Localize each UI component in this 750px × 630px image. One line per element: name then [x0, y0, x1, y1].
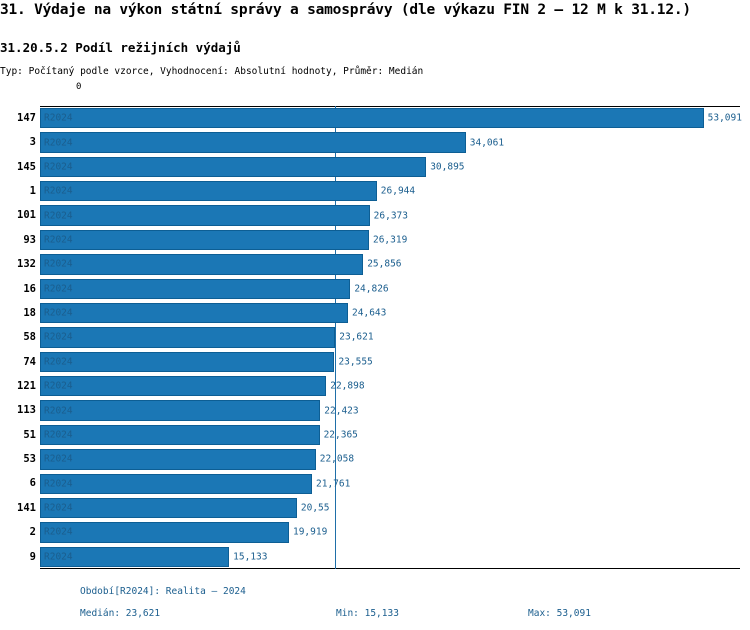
bar-category-label: R2024 — [44, 356, 73, 368]
bar-category-label: R2024 — [44, 526, 73, 538]
chart-subtitle: 31.20.5.2 Podíl režijních výdajů — [0, 40, 241, 55]
bar-row[interactable] — [17, 374, 740, 398]
bar-category-label: R2024 — [44, 137, 73, 149]
bar-track — [40, 472, 740, 496]
bar-track — [40, 228, 740, 252]
bar-value-label: 22,423 — [324, 405, 359, 417]
axis-zero-label: 0 — [76, 82, 82, 92]
bar-value-label: 22,898 — [330, 380, 365, 392]
bar-row[interactable] — [23, 423, 740, 447]
bar[interactable] — [40, 303, 348, 323]
bar[interactable] — [40, 449, 316, 469]
row-rank-label: 93 — [23, 233, 36, 246]
bar-rows — [17, 106, 742, 569]
bar-row[interactable] — [17, 496, 740, 520]
bar-category-label: R2024 — [44, 405, 73, 417]
bar[interactable] — [40, 205, 370, 225]
bar-category-label: R2024 — [44, 210, 73, 222]
row-rank-label: 51 — [23, 428, 36, 441]
bar-value-label: 26,944 — [380, 185, 416, 197]
bar[interactable] — [40, 352, 334, 372]
bar-row[interactable] — [29, 179, 740, 203]
bar-category-label: R2024 — [44, 234, 73, 246]
bar-track — [40, 130, 740, 154]
row-rank-label: 9 — [29, 550, 36, 563]
bar-value-label: 26,373 — [373, 210, 408, 222]
row-rank-label: 132 — [17, 258, 36, 271]
bar-value-label: 34,061 — [469, 137, 505, 149]
bar-track — [40, 398, 740, 422]
bar-value-label: 21,761 — [316, 478, 351, 490]
bar-value-label: 23,621 — [339, 331, 374, 343]
bar-row[interactable] — [23, 325, 740, 349]
bar-value-label: 26,319 — [372, 234, 408, 246]
bar-value-label: 22,365 — [323, 429, 358, 441]
bar[interactable] — [40, 474, 312, 494]
bar-row[interactable] — [17, 398, 740, 422]
row-rank-label: 1 — [29, 185, 36, 198]
row-rank-label: 2 — [29, 526, 36, 539]
bar-track — [40, 155, 740, 179]
page-title: 31. Výdaje na výkon státní správy a samosprávy (dle výkazu FIN 2 – 12 M k 31.12.) — [0, 2, 691, 18]
bar-category-label: R2024 — [44, 453, 73, 465]
row-rank-label: 3 — [29, 136, 36, 149]
bar[interactable] — [40, 400, 320, 420]
stat-median: Medián: 23,621 — [80, 608, 161, 619]
plot-area — [17, 106, 742, 569]
bar-track — [40, 350, 740, 374]
bar-row[interactable] — [17, 155, 740, 179]
chart-type-line: Typ: Počítaný podle vzorce, Vyhodnocení: Absolutní hodnoty, Průměr: Medián — [0, 66, 424, 77]
bar-value-label: 23,555 — [338, 356, 373, 368]
row-rank-label: 18 — [23, 306, 36, 319]
row-rank-label: 141 — [17, 501, 36, 514]
bar-value-label: 22,058 — [319, 453, 355, 465]
bar-row[interactable] — [23, 447, 740, 471]
row-rank-label: 113 — [17, 404, 36, 417]
bar-value-label: 53,091 — [707, 112, 742, 124]
bar-row[interactable] — [23, 301, 740, 325]
bar-category-label: R2024 — [44, 112, 73, 124]
bar[interactable] — [40, 425, 320, 445]
bar-row[interactable] — [23, 350, 740, 374]
bar-category-label: R2024 — [44, 380, 73, 392]
bar[interactable] — [40, 132, 466, 152]
bar-value-label: 15,133 — [233, 551, 268, 563]
bar-row[interactable] — [23, 277, 740, 301]
stat-max: Max: 53,091 — [528, 608, 591, 619]
bar-track — [40, 374, 740, 398]
bar[interactable] — [40, 327, 335, 347]
bar-track — [40, 423, 740, 447]
row-rank-label: 147 — [17, 111, 36, 124]
bar-category-label: R2024 — [44, 502, 73, 514]
bar[interactable] — [40, 376, 326, 396]
bar-category-label: R2024 — [44, 258, 73, 270]
bar-track — [40, 252, 740, 276]
bar-track — [40, 496, 740, 520]
bar-track — [40, 447, 740, 471]
bar-track — [40, 545, 740, 569]
bar-category-label: R2024 — [44, 307, 73, 319]
bar-track — [40, 106, 740, 130]
bar-category-label: R2024 — [44, 185, 73, 197]
bar-row[interactable] — [17, 106, 742, 130]
bar-row[interactable] — [29, 130, 740, 154]
row-rank-label: 121 — [17, 379, 36, 392]
bar[interactable] — [40, 522, 289, 542]
row-rank-label: 145 — [17, 160, 36, 173]
row-rank-label: 6 — [29, 477, 36, 490]
bar-category-label: R2024 — [44, 161, 73, 173]
bar-track — [40, 520, 740, 544]
bar[interactable] — [40, 181, 377, 201]
stat-min: Min: 15,133 — [336, 608, 399, 619]
row-rank-label: 101 — [17, 209, 36, 222]
bar-value-label: 25,856 — [367, 258, 402, 270]
bar-track — [40, 301, 740, 325]
bar-category-label: R2024 — [44, 429, 73, 441]
bar-track — [40, 203, 740, 227]
bar-value-label: 24,826 — [354, 283, 389, 295]
row-rank-label: 53 — [23, 453, 36, 466]
bar-track — [40, 179, 740, 203]
bar-track — [40, 277, 740, 301]
bar-category-label: R2024 — [44, 283, 73, 295]
bar[interactable] — [40, 254, 363, 274]
bar-category-label: R2024 — [44, 551, 73, 563]
legend-period: Období[R2024]: Realita – 2024 — [80, 586, 246, 597]
bar-row[interactable] — [23, 228, 740, 252]
row-rank-label: 58 — [23, 331, 36, 344]
bar-value-label: 20,55 — [300, 502, 330, 514]
bar[interactable] — [40, 279, 350, 299]
bar-value-label: 30,895 — [430, 161, 465, 173]
row-rank-label: 74 — [23, 355, 36, 368]
bar-value-label: 19,919 — [292, 526, 328, 538]
bar-value-label: 24,643 — [352, 307, 387, 319]
row-rank-label: 16 — [23, 282, 36, 295]
bar-row[interactable] — [17, 203, 740, 227]
bar-category-label: R2024 — [44, 478, 73, 490]
bar-row[interactable] — [17, 252, 740, 276]
bar[interactable] — [40, 108, 704, 128]
bar-row[interactable] — [29, 472, 740, 496]
bar[interactable] — [40, 157, 426, 177]
bar-row[interactable] — [29, 545, 740, 569]
bar-category-label: R2024 — [44, 331, 73, 343]
bar[interactable] — [40, 230, 369, 250]
bar[interactable] — [40, 498, 297, 518]
bar-track — [40, 325, 740, 349]
bar-row[interactable] — [29, 520, 740, 544]
